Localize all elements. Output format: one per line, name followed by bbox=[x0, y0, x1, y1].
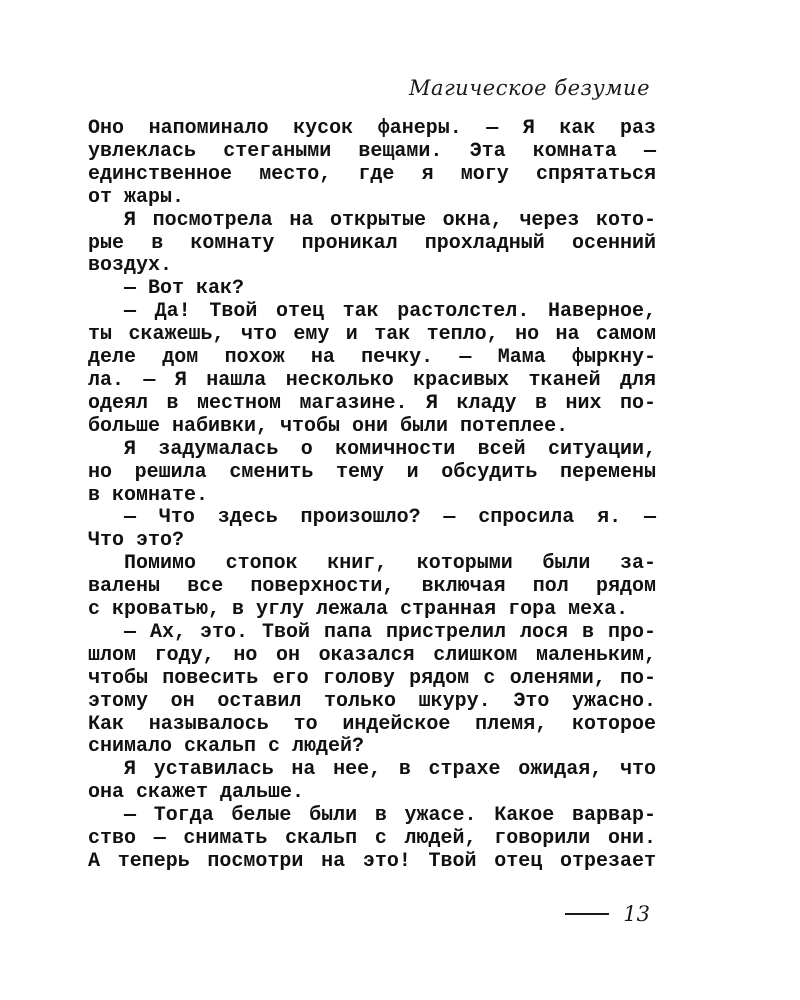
text-line: одеял в местном магазине. Я кладу в них по- bbox=[88, 391, 656, 415]
text-line: увлеклась стегаными вещами. Эта комната — bbox=[88, 139, 656, 163]
text-line: — Тогда белые были в ужасе. Какое варвар- bbox=[124, 804, 656, 828]
text-line: А теперь посмотри на это! Твой отец отрезает bbox=[88, 850, 656, 873]
text-line: с кроватью, в углу лежала странная гора меха. bbox=[88, 598, 629, 622]
text-line: Что это? bbox=[88, 529, 185, 553]
text-line: больше набивки, чтобы они были потеплее. bbox=[88, 414, 569, 438]
text-line: Я посмотрела на открытые окна, через кото- bbox=[124, 208, 656, 232]
page-number: 13 bbox=[623, 902, 650, 926]
page-footer bbox=[565, 902, 650, 926]
text-line: она скажет дальше. bbox=[88, 781, 305, 805]
text-line: Я уставилась на нее, в страхе ожидая, что bbox=[124, 758, 656, 782]
text-line: Я задумалась о комичности всей ситуации, bbox=[124, 437, 656, 461]
text-line: — Что здесь произошло? — спросила я. — bbox=[124, 506, 656, 530]
text-line: — Вот как? bbox=[124, 277, 245, 301]
text-line: деле дом похож на печку. — Мама фыркну- bbox=[88, 346, 656, 370]
text-line: шлом году, но он оказался слишком маленьким, bbox=[88, 643, 656, 667]
text-line: снимало скальп с людей? bbox=[88, 735, 365, 759]
text-line: в комнате. bbox=[88, 483, 209, 507]
text-line: — Ах, это. Твой папа пристрелил лося в про- bbox=[124, 620, 656, 644]
running-title: Магическое безумие bbox=[409, 76, 650, 100]
text-line: ты скажешь, что ему и так тепло, но на самом bbox=[88, 323, 656, 347]
text-line: этому он оставил только шкуру. Это ужасно. bbox=[88, 689, 656, 713]
text-line: ство — снимать скальп с людей, говорили они. bbox=[88, 827, 656, 851]
text-line: — Да! Твой отец так растолстел. Наверное, bbox=[124, 300, 656, 324]
text-line: Помимо стопок книг, которыми были за- bbox=[124, 552, 656, 576]
text-line: от жары. bbox=[88, 185, 185, 209]
text-line: Оно напоминало кусок фанеры. — Я как раз bbox=[88, 117, 656, 140]
text-line: единственное место, где я могу спрятаться bbox=[88, 162, 656, 186]
text-line: чтобы повесить его голову рядом с оленями, по- bbox=[88, 666, 656, 690]
text-line: но решила сменить тему и обсудить перемены bbox=[88, 460, 656, 484]
text-line: рые в комнату проникал прохладный осенний bbox=[88, 231, 656, 255]
text-line: ла. — Я нашла несколько красивых тканей для bbox=[88, 368, 656, 392]
text-line: Как называлось то индейское племя, которое bbox=[88, 712, 656, 736]
text-line: валены все поверхности, включая пол рядом bbox=[88, 575, 656, 599]
body-text bbox=[88, 118, 656, 874]
text-line: воздух. bbox=[88, 254, 173, 278]
footer-rule bbox=[565, 913, 609, 915]
